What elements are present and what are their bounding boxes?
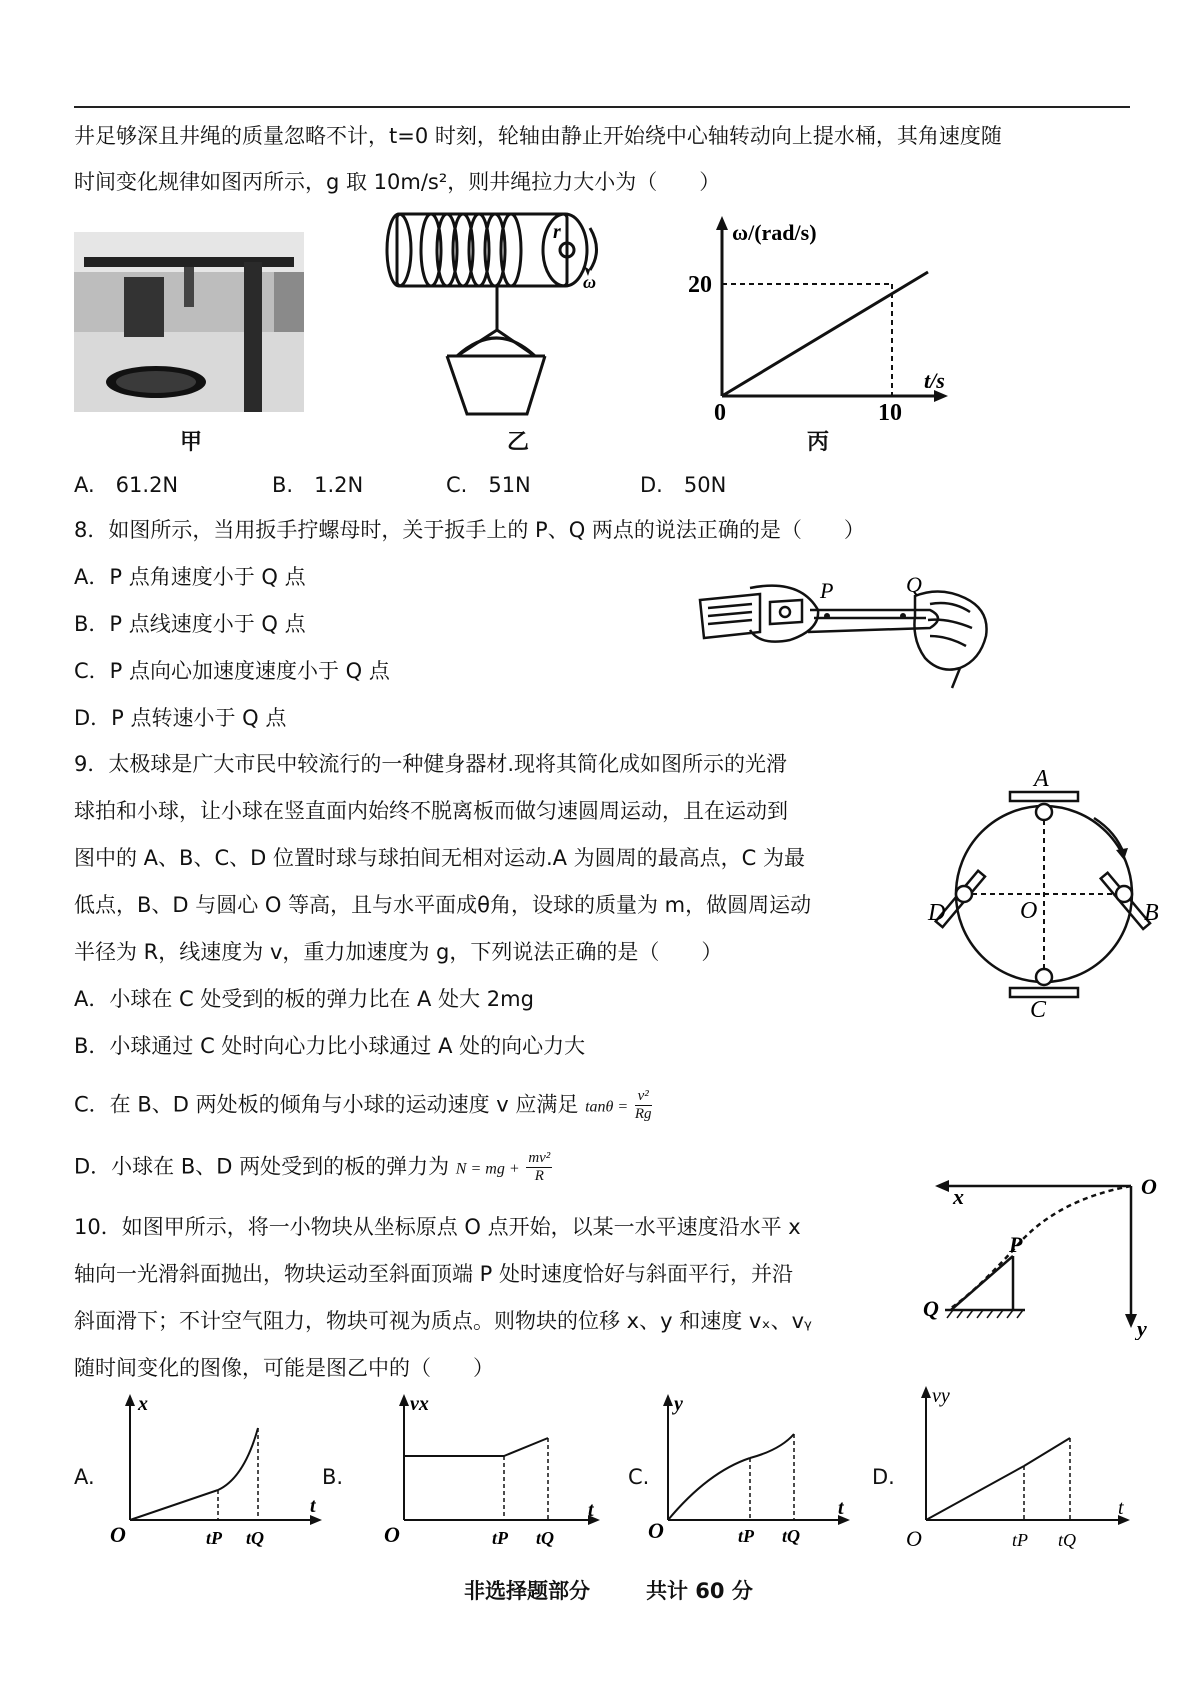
q10-graph-d-opt: D. — [872, 1465, 895, 1489]
bing-ylabel: ω/(rad/s) — [732, 220, 817, 245]
q8-stem: 8．如图所示，当用扳手拧螺母时，关于扳手上的 P、Q 两点的说法正确的是（ ） — [74, 518, 865, 542]
q7-stem-line2: 时间变化规律如图丙所示，g 取 10m/s²，则井绳拉力大小为（ ） — [74, 170, 721, 194]
graph-a-tq: tQ — [246, 1528, 264, 1548]
q9-option-c-lhs: tanθ = — [585, 1098, 629, 1116]
trajectory — [951, 1186, 1131, 1308]
q9-taiji-figure — [920, 770, 1170, 1020]
graph-d-tp: tP — [1012, 1530, 1028, 1550]
taiji-label-d: D — [928, 900, 946, 926]
bing-data-line — [722, 272, 928, 396]
graph-c-svg — [648, 1392, 868, 1552]
graph-a-linear-segment — [130, 1490, 218, 1520]
q7-option-d: D. 50N — [640, 473, 727, 497]
q10-stem-line2: 轴向一光滑斜面抛出，物块运动至斜面顶端 P 处时速度恰好与斜面平行，并沿 — [74, 1262, 794, 1286]
bing-tick-20: 20 — [688, 272, 712, 298]
taiji-label-b: B — [1144, 900, 1159, 926]
graph-d-svg — [900, 1382, 1140, 1562]
q10-graph-c-opt: C. — [628, 1465, 650, 1489]
q10-graph-c — [648, 1392, 868, 1552]
graph-d-tq: tQ — [1058, 1530, 1076, 1550]
well-photo-image — [74, 232, 304, 412]
jia-label-o: O — [1141, 1174, 1157, 1199]
graph-d-ylabel: vy — [932, 1385, 950, 1407]
q9-option-c-fraction — [635, 1088, 652, 1123]
taiji-circle-diagram — [920, 770, 1170, 1020]
wrench-diagram — [690, 570, 1000, 690]
q8-option-b: B．P 点线速度小于 Q 点 — [74, 612, 306, 636]
q8-option-a: A．P 点角速度小于 Q 点 — [74, 565, 306, 589]
graph-c-xlabel: t — [838, 1497, 844, 1519]
graph-a-xlabel: t — [310, 1495, 316, 1517]
q10-graph-a — [110, 1392, 330, 1552]
q9-option-c — [74, 1088, 652, 1123]
q9-stem-line5: 半径为 R，线速度为 v，重力加速度为 g，下列说法正确的是（ ） — [74, 940, 723, 964]
graph-d-xlabel: t — [1118, 1497, 1124, 1519]
q9-option-a: A．小球在 C 处受到的板的弹力比在 A 处大 2mg — [74, 987, 534, 1011]
q9-option-d-text: D．小球在 B、D 两处受到的板的弹力为 — [74, 1154, 450, 1179]
q10-figure-jia — [905, 1170, 1185, 1340]
q9-stem-line4: 低点，B、D 与圆心 O 等高，且与水平面成θ角，设球的质量为 m，做圆周运动 — [74, 893, 812, 917]
header-rule — [74, 106, 1130, 108]
q7-caption-bing: 丙 — [807, 429, 830, 455]
graph-a-curve-segment — [218, 1428, 258, 1490]
graph-b-ylabel: vx — [410, 1393, 429, 1415]
taiji-label-c: C — [1030, 997, 1047, 1020]
yi-omega-label: ω — [583, 272, 597, 292]
bing-tick-10: 10 — [878, 400, 902, 422]
yi-r-label: r — [553, 221, 561, 243]
graph-c-rising-segment — [750, 1434, 794, 1458]
q10-stem-line4: 随时间变化的图像，可能是图乙中的（ ） — [74, 1356, 494, 1380]
graph-c-origin: O — [648, 1518, 664, 1543]
bing-origin: 0 — [714, 400, 726, 422]
graph-a-svg — [110, 1392, 330, 1552]
q10-graph-b-opt: B. — [322, 1465, 344, 1489]
section-score: 共计 60 分 — [646, 1579, 753, 1603]
graph-a-ylabel: x — [138, 1393, 148, 1415]
q8-wrench-figure — [690, 570, 1000, 690]
graph-d-origin: O — [906, 1526, 922, 1551]
graph-b-origin: O — [384, 1522, 400, 1547]
graph-c-tq: tQ — [782, 1526, 800, 1546]
graph-a-tp: tP — [206, 1528, 222, 1548]
graph-b-tp: tP — [492, 1528, 508, 1548]
q9-d-denominator: R — [534, 1168, 544, 1184]
wrench-label-p: P — [820, 578, 834, 603]
q7-figure-jia — [74, 232, 304, 412]
graph-b-svg — [384, 1392, 614, 1552]
q7-caption-yi: 乙 — [507, 429, 530, 455]
q8-option-c: C．P 点向心加速度速度小于 Q 点 — [74, 659, 390, 683]
q7-option-b: B. 1.2N — [272, 473, 364, 497]
graph-b-xlabel: t — [588, 1499, 594, 1521]
q9-option-d-fraction — [526, 1150, 552, 1185]
q9-c-denominator: Rg — [634, 1106, 652, 1122]
graph-a-origin: O — [110, 1522, 126, 1547]
q9-c-numerator: v² — [635, 1088, 652, 1106]
section-heading: 非选择题部分 — [464, 1579, 590, 1603]
graph-d-first-segment — [926, 1466, 1024, 1520]
q10-stem-line3: 斜面滑下；不计空气阻力，物块可视为质点。则物块的位移 x、y 和速度 vₓ、vᵧ — [74, 1309, 812, 1333]
q7-option-a: A. 61.2N — [74, 473, 179, 497]
omega-t-graph — [670, 212, 970, 422]
wrench-label-q: Q — [906, 572, 922, 597]
q9-option-d-lhs: N = mg + — [455, 1160, 520, 1178]
graph-c-tp: tP — [738, 1526, 754, 1546]
q7-figure-yi — [385, 208, 645, 423]
q9-stem-line3: 图中的 A、B、C、D 位置时球与球拍间无相对运动.A 为圆周的最高点，C 为最 — [74, 846, 806, 870]
q10-graph-d — [900, 1382, 1140, 1562]
projectile-incline-diagram — [905, 1170, 1185, 1340]
q7-caption-jia: 甲 — [180, 429, 203, 455]
q7-option-c: C. 51N — [446, 473, 531, 497]
graph-d-second-segment — [1024, 1438, 1070, 1466]
taiji-label-a: A — [1034, 770, 1049, 792]
jia-label-y: y — [1137, 1316, 1147, 1340]
bing-xlabel: t/s — [924, 368, 945, 393]
jia-label-q: Q — [923, 1296, 939, 1321]
q7-figure-bing — [670, 212, 970, 422]
q8-option-d: D．P 点转速小于 Q 点 — [74, 706, 287, 730]
jia-label-p: P — [1009, 1232, 1023, 1257]
graph-b-tq: tQ — [536, 1528, 554, 1548]
graph-b-rising-segment — [504, 1438, 548, 1456]
paddle-a — [1010, 792, 1078, 801]
q9-stem-line1: 9．太极球是广大市民中较流行的一种健身器材.现将其简化成如图所示的光滑 — [74, 752, 788, 776]
q9-option-c-text: C．在 B、D 两处板的倾角与小球的运动速度 v 应满足 — [74, 1092, 579, 1117]
q9-stem-line2: 球拍和小球，让小球在竖直面内始终不脱离板而做匀速圆周运动，且在运动到 — [74, 799, 788, 823]
graph-c-curve-segment — [668, 1458, 750, 1520]
jia-label-x: x — [953, 1184, 964, 1209]
q9-d-numerator: mv² — [528, 1150, 551, 1166]
q7-stem-line1: 井足够深且井绳的质量忽略不计，t=0 时刻，轮轴由静止开始绕中心轴转动向上提水桶，其角速度随 — [74, 124, 1002, 148]
q10-graph-b — [384, 1392, 614, 1552]
graph-c-ylabel: y — [674, 1393, 683, 1415]
winch-diagram — [385, 208, 645, 423]
taiji-label-o: O — [1020, 898, 1038, 924]
q9-option-b: B．小球通过 C 处时向心力比小球通过 A 处的向心力大 — [74, 1034, 586, 1058]
q10-graph-a-opt: A. — [74, 1465, 95, 1489]
q9-option-d — [74, 1150, 552, 1185]
q10-stem-line1: 10．如图甲所示，将一小物块从坐标原点 O 点开始，以某一水平速度沿水平 x — [74, 1215, 801, 1239]
paddle-c — [1010, 988, 1078, 997]
